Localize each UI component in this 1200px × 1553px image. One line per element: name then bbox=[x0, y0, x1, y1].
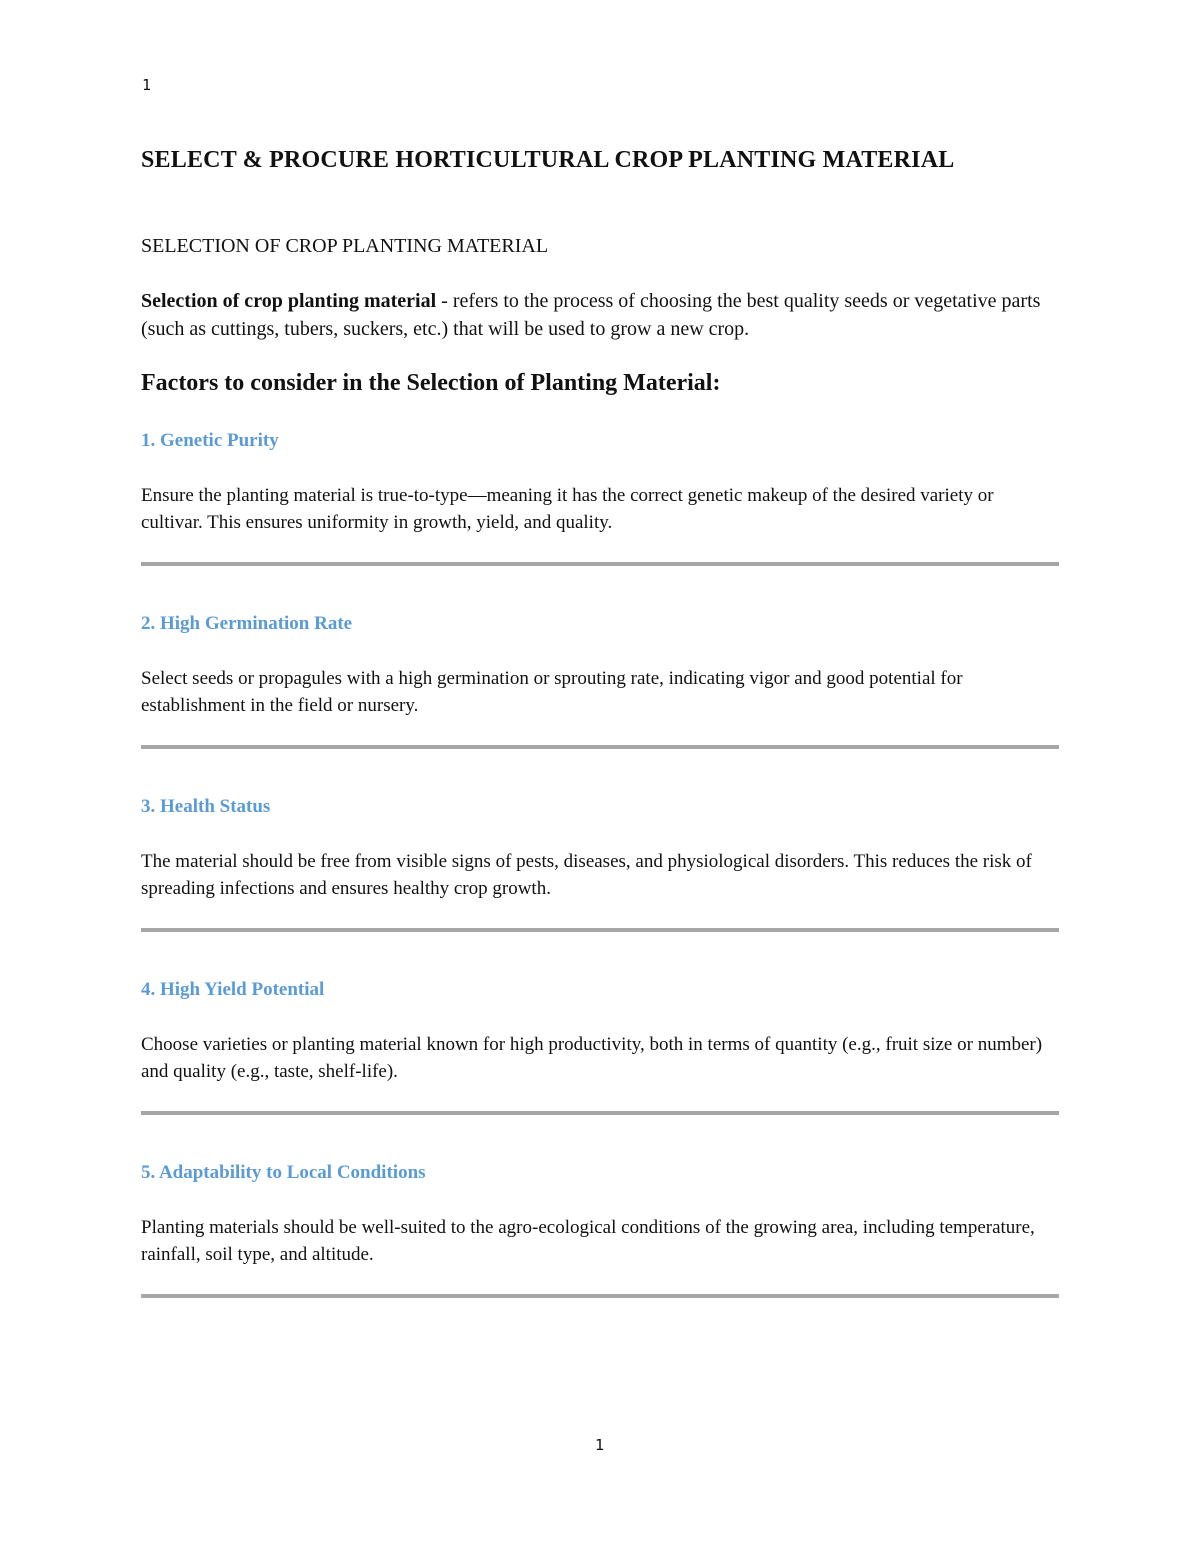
factors-heading: Factors to consider in the Selection of Planting Material: bbox=[141, 370, 721, 396]
horizontal-rule bbox=[141, 1294, 1059, 1298]
factor-body: The material should be free from visible signs of pests, diseases, and physiological disorders. This reduces the risk of spreading infections and ensures healthy crop growth. bbox=[141, 851, 1032, 899]
factor-heading: 3. Health Status bbox=[141, 796, 271, 817]
factor-section bbox=[141, 795, 1059, 902]
factor-body: Ensure the planting material is true-to-type—meaning it has the correct genetic makeup of the desired variety or cultivar. This ensures uniformity in growth, yield, and quality. bbox=[141, 485, 994, 533]
factor-body: Choose varieties or planting material known for high productivity, both in terms of quantity (e.g., fruit size or number) and quality (e.g., taste, shelf-life). bbox=[141, 1034, 1043, 1082]
horizontal-rule bbox=[141, 562, 1059, 566]
page-number-footer: 1 bbox=[595, 1436, 605, 1454]
factor-section bbox=[141, 978, 1059, 1085]
intro-paragraph bbox=[141, 287, 1071, 343]
document-title: SELECT & PROCURE HORTICULTURAL CROP PLANTING MATERIAL bbox=[141, 147, 955, 173]
document-subtitle: SELECTION OF CROP PLANTING MATERIAL bbox=[141, 235, 549, 257]
intro-definition: - refers to the process of choosing the best quality seeds or vegetative parts (such as cuttings, tubers, suckers, etc.) that will be used to grow a new crop. bbox=[141, 290, 1041, 340]
page-number-header: 1 bbox=[142, 76, 152, 94]
factor-heading: 4. High Yield Potential bbox=[141, 979, 325, 1000]
factor-heading: 1. Genetic Purity bbox=[141, 430, 279, 451]
factor-body: Select seeds or propagules with a high germination or sprouting rate, indicating vigor and good potential for establishment in the field or nursery. bbox=[141, 668, 963, 716]
horizontal-rule bbox=[141, 745, 1059, 749]
factor-heading: 5. Adaptability to Local Conditions bbox=[141, 1162, 426, 1183]
factor-body: Planting materials should be well-suited to the agro-ecological conditions of the growing area, including temperature, rainfall, soil type, and altitude. bbox=[141, 1217, 1035, 1265]
intro-term: Selection of crop planting material bbox=[141, 290, 437, 312]
factor-section bbox=[141, 1161, 1059, 1268]
factor-section bbox=[141, 612, 1059, 719]
horizontal-rule bbox=[141, 1111, 1059, 1115]
factor-heading: 2. High Germination Rate bbox=[141, 613, 353, 634]
factor-section bbox=[141, 429, 1059, 536]
horizontal-rule bbox=[141, 928, 1059, 932]
